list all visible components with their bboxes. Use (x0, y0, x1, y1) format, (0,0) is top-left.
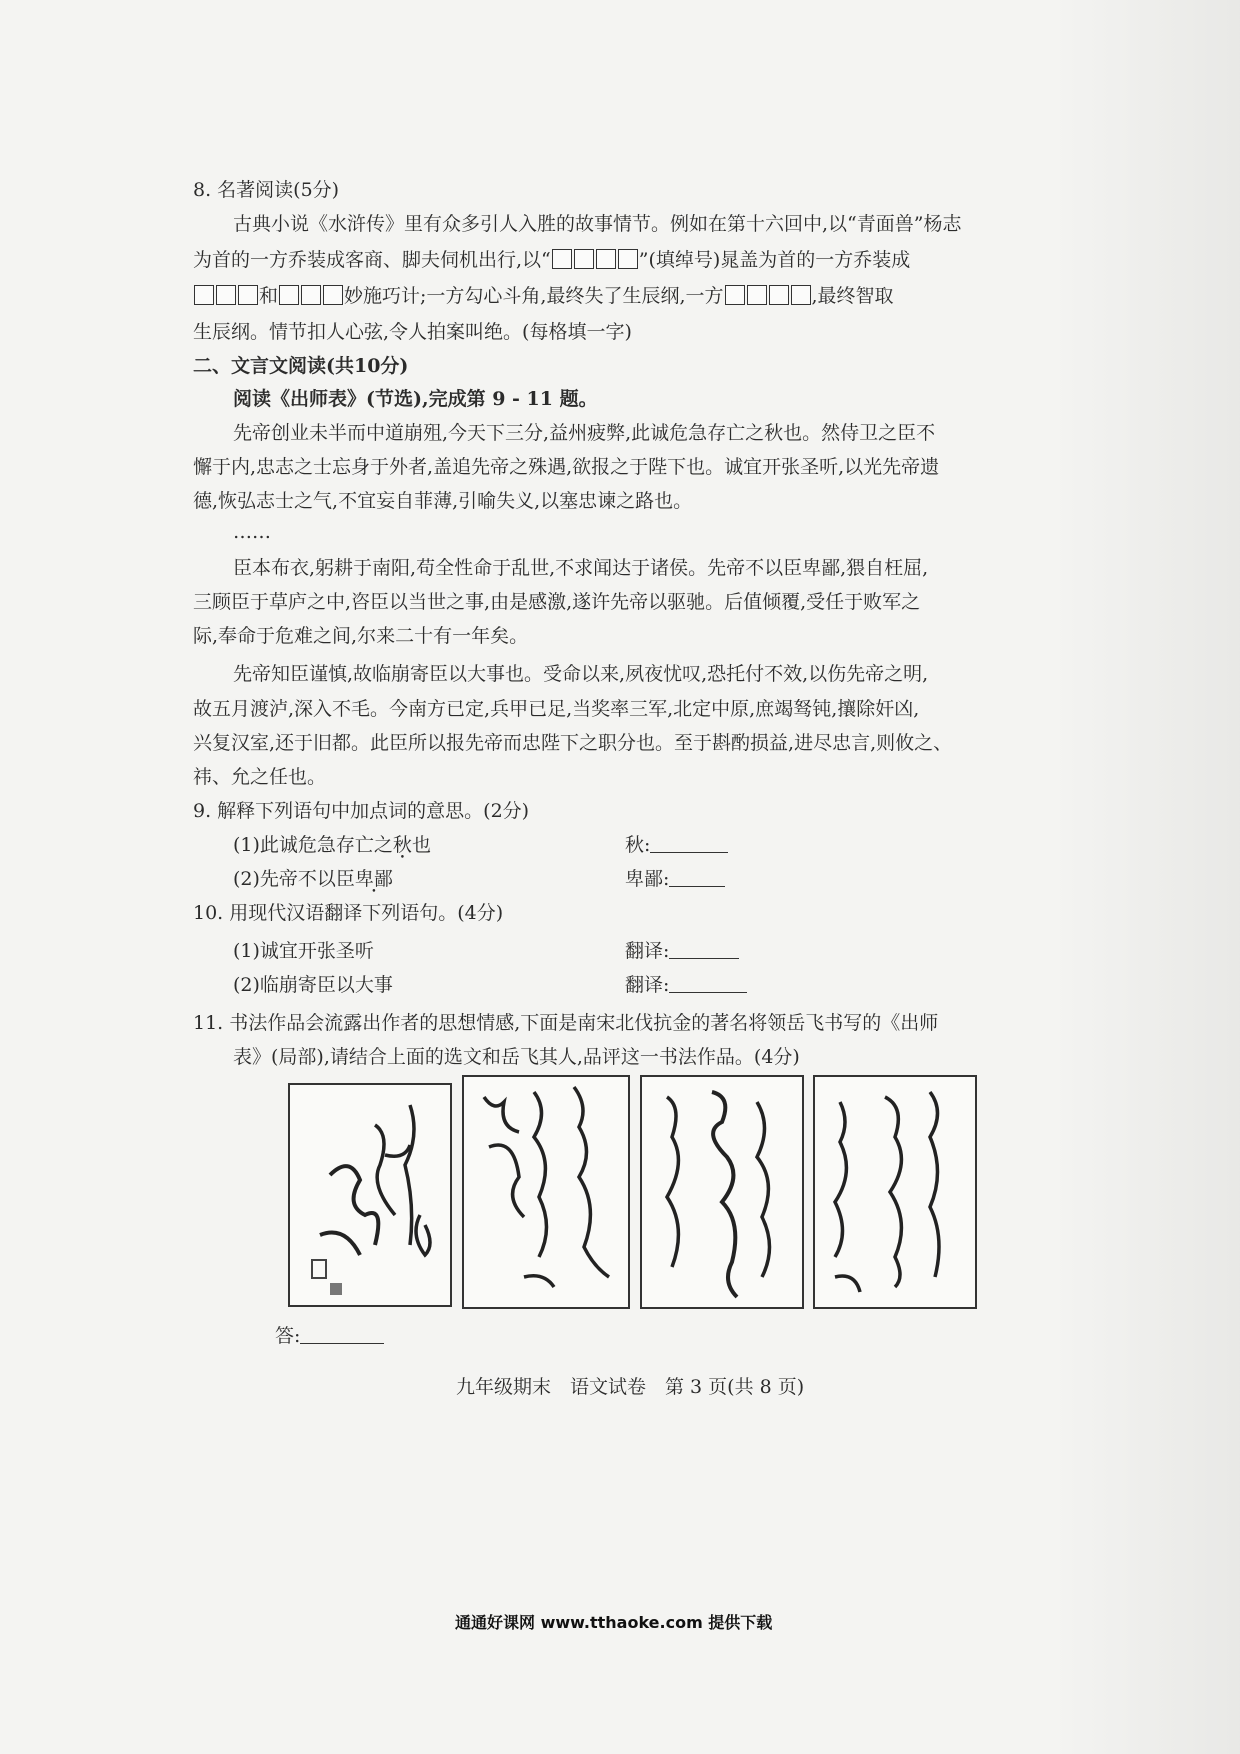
answer-blank[interactable] (669, 940, 739, 959)
calligraphy-image (464, 1077, 628, 1307)
passage-ellipsis: …… (233, 521, 271, 543)
answer-blank[interactable] (650, 834, 728, 853)
answer-blank[interactable] (300, 1325, 384, 1344)
answer-box[interactable] (769, 285, 789, 305)
answer-box[interactable] (791, 285, 811, 305)
nickname-boxes (551, 249, 639, 271)
passage-line: 三顾臣于草庐之中,咨臣以当世之事,由是感激,遂许先帝以驱驰。后值倾覆,受任于败军之 (193, 591, 921, 613)
q8-para-3-c: ,最终智取 (811, 285, 894, 307)
answer-blank[interactable] (669, 868, 725, 887)
q9-item-1-text: (1)此诚危急存亡之 (233, 834, 393, 856)
passage-line: 德,恢弘志士之气,不宜妄自菲薄,引喻失义,以塞忠谏之路也。 (193, 490, 693, 512)
q9-item-2 (233, 867, 393, 891)
q8-para-4: 生辰纲。情节扣人心弦,令人拍案叫绝。(每格填一字) (193, 321, 632, 343)
q10-answer-2 (625, 973, 747, 997)
answer-box[interactable] (279, 285, 299, 305)
q9-answer-2 (625, 867, 725, 891)
q11-answer (275, 1324, 384, 1348)
q11-line-2: 表》(局部),请结合上面的选文和岳飞其人,品评这一书法作品。(4分) (233, 1046, 800, 1068)
q8-para-2-a: 为首的一方乔装成客商、脚夫伺机出行,以“ (193, 249, 551, 271)
passage-line: 懈于内,忠志之士忘身于外者,盖追先帝之殊遇,欲报之于陛下也。诚宜开张圣听,以光先帝遗 (193, 456, 940, 478)
q9-answer-2-label: 卑鄙: (625, 868, 670, 890)
answer-box[interactable] (301, 285, 321, 305)
q9-answer-1-label: 秋: (625, 834, 651, 856)
answer-box[interactable] (574, 249, 594, 269)
answer-box[interactable] (216, 285, 236, 305)
page-footer: 九年级期末 语文试卷 第 3 页(共 8 页) (456, 1376, 805, 1398)
q10-item-2: (2)临崩寄臣以大事 (233, 974, 393, 996)
q10-title: 10. 用现代汉语翻译下列语句。(4分) (193, 902, 504, 924)
q9-item-2-text: (2)先帝不以臣 (233, 868, 355, 890)
passage-line: 际,奉命于危难之间,尔来二十有一年矣。 (193, 625, 529, 647)
answer-box[interactable] (596, 249, 616, 269)
q9-item-1-end: 也 (411, 834, 431, 856)
translate-label: 翻译: (625, 940, 670, 962)
answer-box[interactable] (618, 249, 638, 269)
dotted-word: 卑鄙 (354, 868, 393, 890)
answer-box[interactable] (194, 285, 214, 305)
q8-para-3 (193, 284, 894, 308)
calligraphy-image (290, 1085, 450, 1305)
answer-blank[interactable] (669, 974, 747, 993)
q8-title: 8. 名著阅读(5分) (193, 179, 340, 201)
answer-label: 答: (275, 1325, 301, 1347)
q8-para-1: 古典小说《水浒传》里有众多引人入胜的故事情节。例如在第十六回中,以“青面兽”杨志 (233, 213, 962, 235)
calligraphy-image (815, 1077, 975, 1307)
translate-label: 翻译: (625, 974, 670, 996)
q9-title: 9. 解释下列语句中加点词的意思。(2分) (193, 800, 530, 822)
section-heading: 二、文言文阅读(共10分) (193, 355, 409, 377)
passage-line: 先帝知臣谨慎,故临崩寄臣以大事也。受命以来,夙夜忧叹,恐托付不效,以伤先帝之明, (233, 663, 929, 685)
answer-box[interactable] (725, 285, 745, 305)
scan-shadow (1050, 0, 1240, 1754)
calligraphy-panel-2 (462, 1075, 630, 1309)
passage-line: 故五月渡泸,深入不毛。今南方已定,兵甲已足,当奖率三军,北定中原,庶竭驽钝,攘除奸凶, (193, 698, 920, 720)
calligraphy-panel-1 (288, 1083, 452, 1307)
calligraphy-panel-3 (640, 1075, 804, 1309)
q8-para-3-a: 和 (259, 285, 279, 307)
answer-box[interactable] (323, 285, 343, 305)
download-note: 通通好课网 www.tthaoke.com 提供下载 (455, 1613, 773, 1632)
calligraphy-image (642, 1077, 802, 1307)
passage-line: 臣本布衣,躬耕于南阳,苟全性命于乱世,不求闻达于诸侯。先帝不以臣卑鄙,猥自枉屈, (233, 557, 929, 579)
dotted-word: 秋 (392, 834, 412, 856)
q8-para-2 (193, 248, 910, 272)
q11-line-1: 11. 书法作品会流露出作者的思想情感,下面是南宋北伐抗金的著名将领岳飞书写的《出师 (193, 1012, 939, 1034)
answer-box[interactable] (238, 285, 258, 305)
q9-item-1 (233, 833, 431, 857)
passage-line: 兴复汉室,还于旧都。此臣所以报先帝而忠陛下之职分也。至于斟酌损益,进尽忠言,则攸之、 (193, 732, 953, 754)
q8-para-3-b: 妙施巧计;一方勾心斗角,最终失了生辰纲,一方 (344, 285, 724, 307)
q8-para-2-b: ”(填绰号)晁盖为首的一方乔装成 (638, 249, 911, 271)
answer-box[interactable] (552, 249, 572, 269)
calligraphy-panel-4 (813, 1075, 977, 1309)
q10-item-1: (1)诚宜开张圣听 (233, 940, 374, 962)
answer-box[interactable] (747, 285, 767, 305)
section-intro: 阅读《出师表》(节选),完成第 9 - 11 题。 (233, 388, 598, 410)
q10-answer-1 (625, 939, 739, 963)
passage-line: 先帝创业未半而中道崩殂,今天下三分,益州疲弊,此诚危急存亡之秋也。然侍卫之臣不 (233, 422, 936, 444)
q9-answer-1 (625, 833, 728, 857)
passage-line: 祎、允之任也。 (193, 766, 327, 788)
